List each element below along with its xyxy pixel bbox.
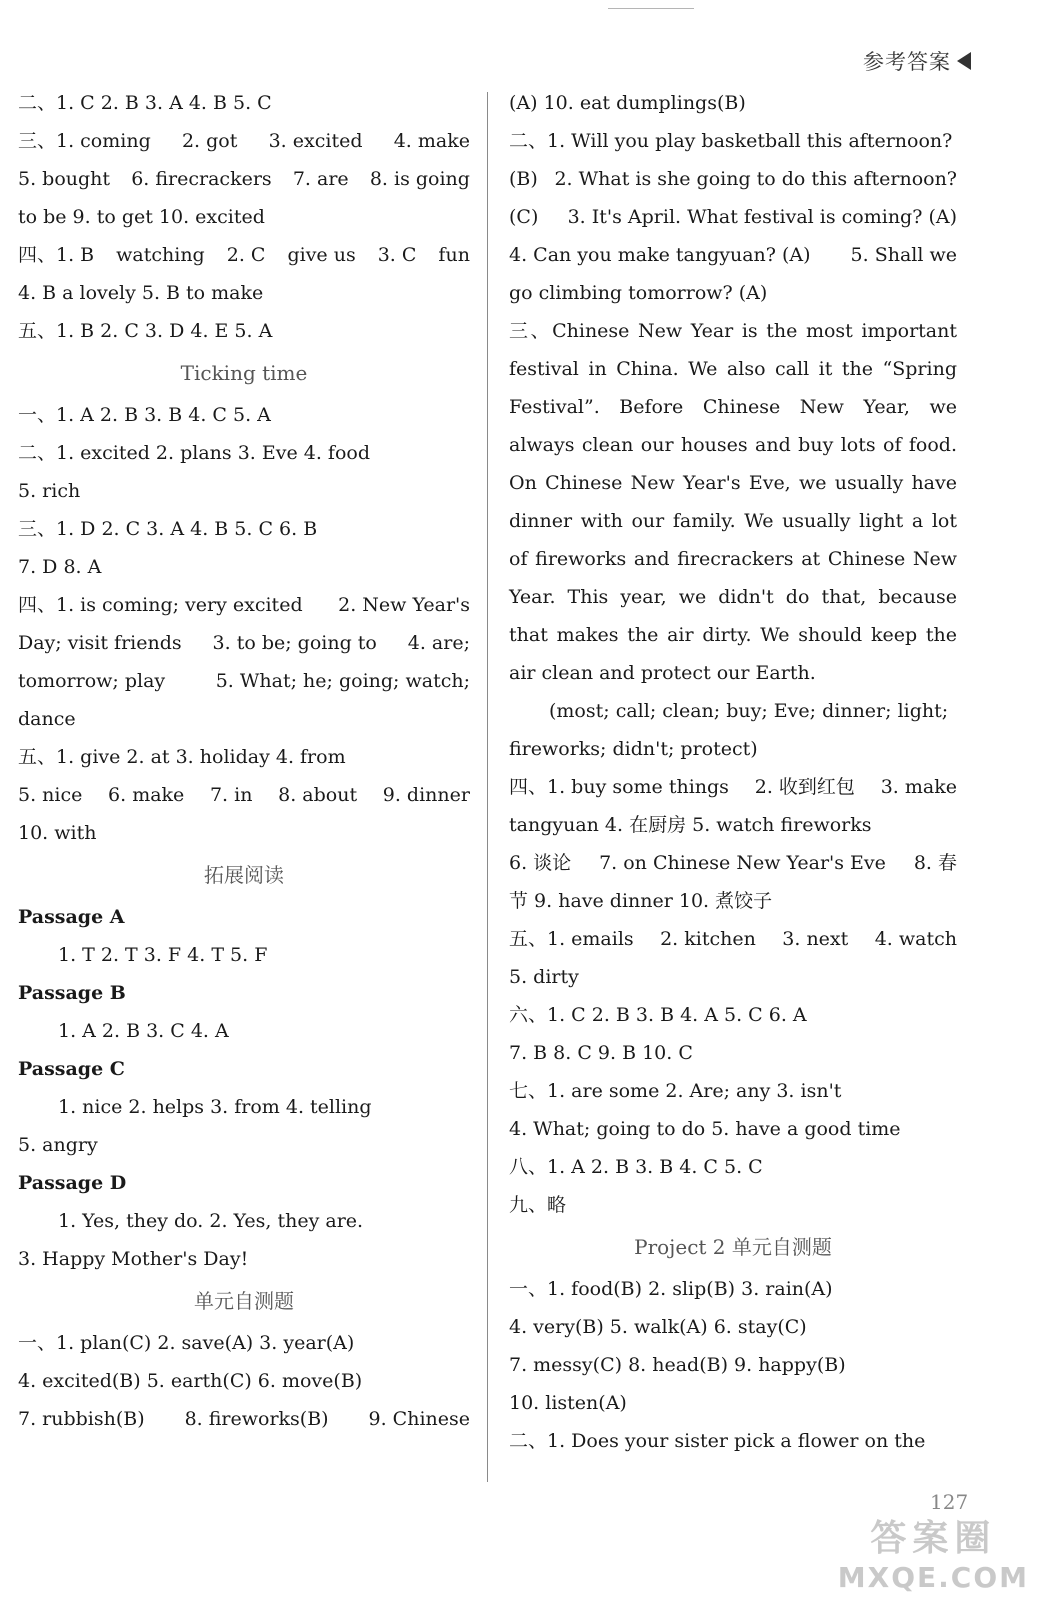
answer-line: 4. very(B) 5. walk(A) 6. stay(C) — [509, 1316, 807, 1338]
answer-segment: 4. are; — [407, 632, 470, 654]
answer-segment: 4. Can you make tangyuan? (A) — [509, 244, 811, 266]
answer-line — [18, 122, 470, 160]
answer-segment: 5. What; he; going; watch; — [215, 670, 470, 692]
answer-segment: 8. is going — [369, 168, 470, 190]
answer-line: 4. excited(B) 5. earth(C) 6. move(B) — [18, 1370, 363, 1392]
answer-line: tangyuan 4. 在厨房 5. watch fireworks — [509, 814, 872, 836]
answer-segment: 9. dinner — [382, 784, 470, 806]
answer-line: 二、1. excited 2. plans 3. Eve 4. food — [18, 442, 370, 464]
answer-segment: 8. 春 — [913, 852, 957, 874]
answer-segment: 6. firecrackers — [131, 168, 272, 190]
answer-segment: 7. on Chinese New Year's Eve — [599, 852, 886, 874]
answer-segment: 7. in — [209, 784, 253, 806]
answer-line — [509, 236, 957, 274]
answer-segment: watching — [116, 244, 205, 266]
answer-line: 5. dirty — [509, 966, 579, 988]
answer-line — [509, 198, 957, 236]
header-title: 参考答案 — [863, 50, 951, 74]
answer-segment: (most; call; clean; buy; Eve; dinner; light; — [549, 700, 949, 722]
answer-line: 7. messy(C) 8. head(B) 9. happy(B) — [509, 1354, 846, 1376]
answer-line: 5. rich — [18, 480, 81, 502]
answer-segment: Day; visit friends — [18, 632, 182, 654]
answer-segment: 2. 收到红包 — [754, 776, 855, 798]
answer-segment: 2. C — [226, 244, 266, 266]
answer-line: 七、1. are some 2. Are; any 3. isn't — [509, 1080, 842, 1102]
watermark-text: 答案圈 — [870, 1518, 997, 1559]
answer-segment: 2. kitchen — [660, 928, 756, 950]
answer-segment: (B) — [509, 168, 538, 190]
answer-line: 10. listen(A) — [509, 1392, 627, 1414]
answer-line — [18, 586, 470, 624]
answer-line — [509, 122, 957, 160]
answer-line: 7. B 8. C 9. B 10. C — [509, 1042, 693, 1064]
passage-heading: Passage D — [18, 1172, 127, 1194]
answer-line — [509, 844, 957, 882]
answer-line: 1. nice 2. helps 3. from 4. telling — [58, 1096, 372, 1118]
answer-line — [18, 624, 470, 662]
passage-heading: Passage A — [18, 906, 125, 928]
answer-segment: 4. make — [393, 130, 470, 152]
answer-line: 1. Yes, they do. 2. Yes, they are. — [58, 1210, 364, 1232]
answer-line — [509, 920, 957, 958]
answer-line: go climbing tomorrow? (A) — [509, 282, 768, 304]
answer-line: 3. Happy Mother's Day! — [18, 1248, 249, 1270]
answer-line: 三、1. D 2. C 3. A 4. B 5. C 6. B — [18, 518, 318, 540]
answer-line: fireworks; didn't; protect) — [509, 738, 758, 760]
answer-paragraph: 三、Chinese New Year is the most important festival in China. We also call it the “Spring Festival”. Before Chinese New Year, we always clean our houses and buy lots of food. On Chinese New Year's Eve, we usually have dinner with our family. We usually light a lot of fireworks and firecrackers at Chinese New Year. This year, we didn't do that, because that makes the air dirty. We should keep the air clean and protect our Earth. — [509, 320, 957, 684]
answer-segment: 2. got — [181, 130, 238, 152]
answer-segment: 二、1. Does your sister pick a flower on the — [509, 1430, 926, 1452]
passage-heading: Passage C — [18, 1058, 125, 1080]
answer-segment: 7. rubbish(B) — [18, 1408, 145, 1430]
section-heading: Project 2 单元自测题 — [634, 1235, 832, 1259]
answer-line: 六、1. C 2. B 3. B 4. A 5. C 6. A — [509, 1004, 807, 1026]
answer-segment: 四、1. is coming; very excited — [18, 594, 303, 616]
answer-line: 4. What; going to do 5. have a good time — [509, 1118, 901, 1140]
answer-line: 1. A 2. B 3. C 4. A — [58, 1020, 229, 1042]
answer-segment: 5. Shall we — [850, 244, 957, 266]
column-divider — [487, 92, 488, 1482]
answer-line: 五、1. B 2. C 3. D 4. E 5. A — [18, 320, 273, 342]
answer-segment: 3. C — [377, 244, 417, 266]
answer-segment: 四、1. B — [18, 244, 95, 266]
answer-segment: (C) — [509, 206, 539, 228]
answer-segment: tomorrow; play — [18, 670, 166, 692]
answer-segment: 6. make — [108, 784, 185, 806]
answer-segment: 2. What is she going to do this afternoon? — [554, 168, 957, 190]
answer-segment: 3. excited — [268, 130, 363, 152]
triangle-left-icon — [957, 52, 971, 70]
answer-segment: 6. 谈论 — [509, 852, 572, 874]
answer-segment: 2. New Year's — [338, 594, 470, 616]
answer-line — [509, 692, 957, 730]
page-number: 127 — [930, 1490, 969, 1514]
answer-segment: 3. make — [880, 776, 957, 798]
answer-line: to be 9. to get 10. excited — [18, 206, 265, 228]
answer-line — [509, 1422, 957, 1460]
section-heading: Ticking time — [180, 361, 308, 385]
answer-segment: 五、1. emails — [509, 928, 634, 950]
section-heading: 单元自测题 — [194, 1289, 294, 1313]
answer-segment: 9. Chinese — [368, 1408, 470, 1430]
answer-line: 7. D 8. A — [18, 556, 102, 578]
answer-segment: 二、1. Will you play basketball this afternoon? — [509, 130, 953, 152]
answer-segment: 3. It's April. What festival is coming? (A) — [567, 206, 957, 228]
answer-segment: 3. to be; going to — [212, 632, 377, 654]
answer-segment: 4. watch — [874, 928, 957, 950]
answer-line: 4. B a lovely 5. B to make — [18, 282, 264, 304]
answer-line — [18, 662, 470, 700]
answer-segment: 5. nice — [18, 784, 83, 806]
answer-line: 八、1. A 2. B 3. B 4. C 5. C — [509, 1156, 763, 1178]
answer-segment: give us — [287, 244, 356, 266]
answer-line — [18, 776, 470, 814]
answer-segment: 5. bought — [18, 168, 111, 190]
left-column — [18, 84, 470, 1438]
answer-line — [18, 160, 470, 198]
answer-line — [509, 768, 957, 806]
section-heading: 拓展阅读 — [204, 863, 284, 887]
answer-line: 10. with — [18, 822, 97, 844]
answer-segment: 8. fireworks(B) — [184, 1408, 329, 1430]
answer-line: 一、1. A 2. B 3. B 4. C 5. A — [18, 404, 271, 426]
watermark-url: MXQE.COM — [837, 1561, 1029, 1594]
answer-line: dance — [18, 708, 76, 730]
answer-line: 二、1. C 2. B 3. A 4. B 5. C — [18, 92, 272, 114]
answer-line: 九、略 — [509, 1194, 567, 1216]
answer-line: 一、1. plan(C) 2. save(A) 3. year(A) — [18, 1332, 355, 1354]
answer-line: 1. T 2. T 3. F 4. T 5. F — [58, 944, 268, 966]
answer-line — [18, 1400, 470, 1438]
top-rule — [608, 8, 694, 9]
answer-segment: 3. next — [782, 928, 849, 950]
right-column — [509, 84, 957, 1460]
answer-segment: fun — [438, 244, 470, 266]
passage-heading: Passage B — [18, 982, 126, 1004]
running-header — [863, 46, 971, 76]
answer-line: 五、1. give 2. at 3. holiday 4. from — [18, 746, 346, 768]
answer-line — [18, 236, 470, 274]
answer-line: (A) 10. eat dumplings(B) — [509, 92, 746, 114]
answer-line: 一、1. food(B) 2. slip(B) 3. rain(A) — [509, 1278, 833, 1300]
answer-segment: 三、1. coming — [18, 130, 151, 152]
answer-segment: 7. are — [292, 168, 349, 190]
answer-segment: 四、1. buy some things — [509, 776, 729, 798]
answer-line: 5. angry — [18, 1134, 98, 1156]
answer-line — [509, 160, 957, 198]
watermark-logo — [838, 1510, 1029, 1594]
answer-line: 节 9. have dinner 10. 煮饺子 — [509, 890, 773, 912]
answer-segment: 8. about — [278, 784, 358, 806]
